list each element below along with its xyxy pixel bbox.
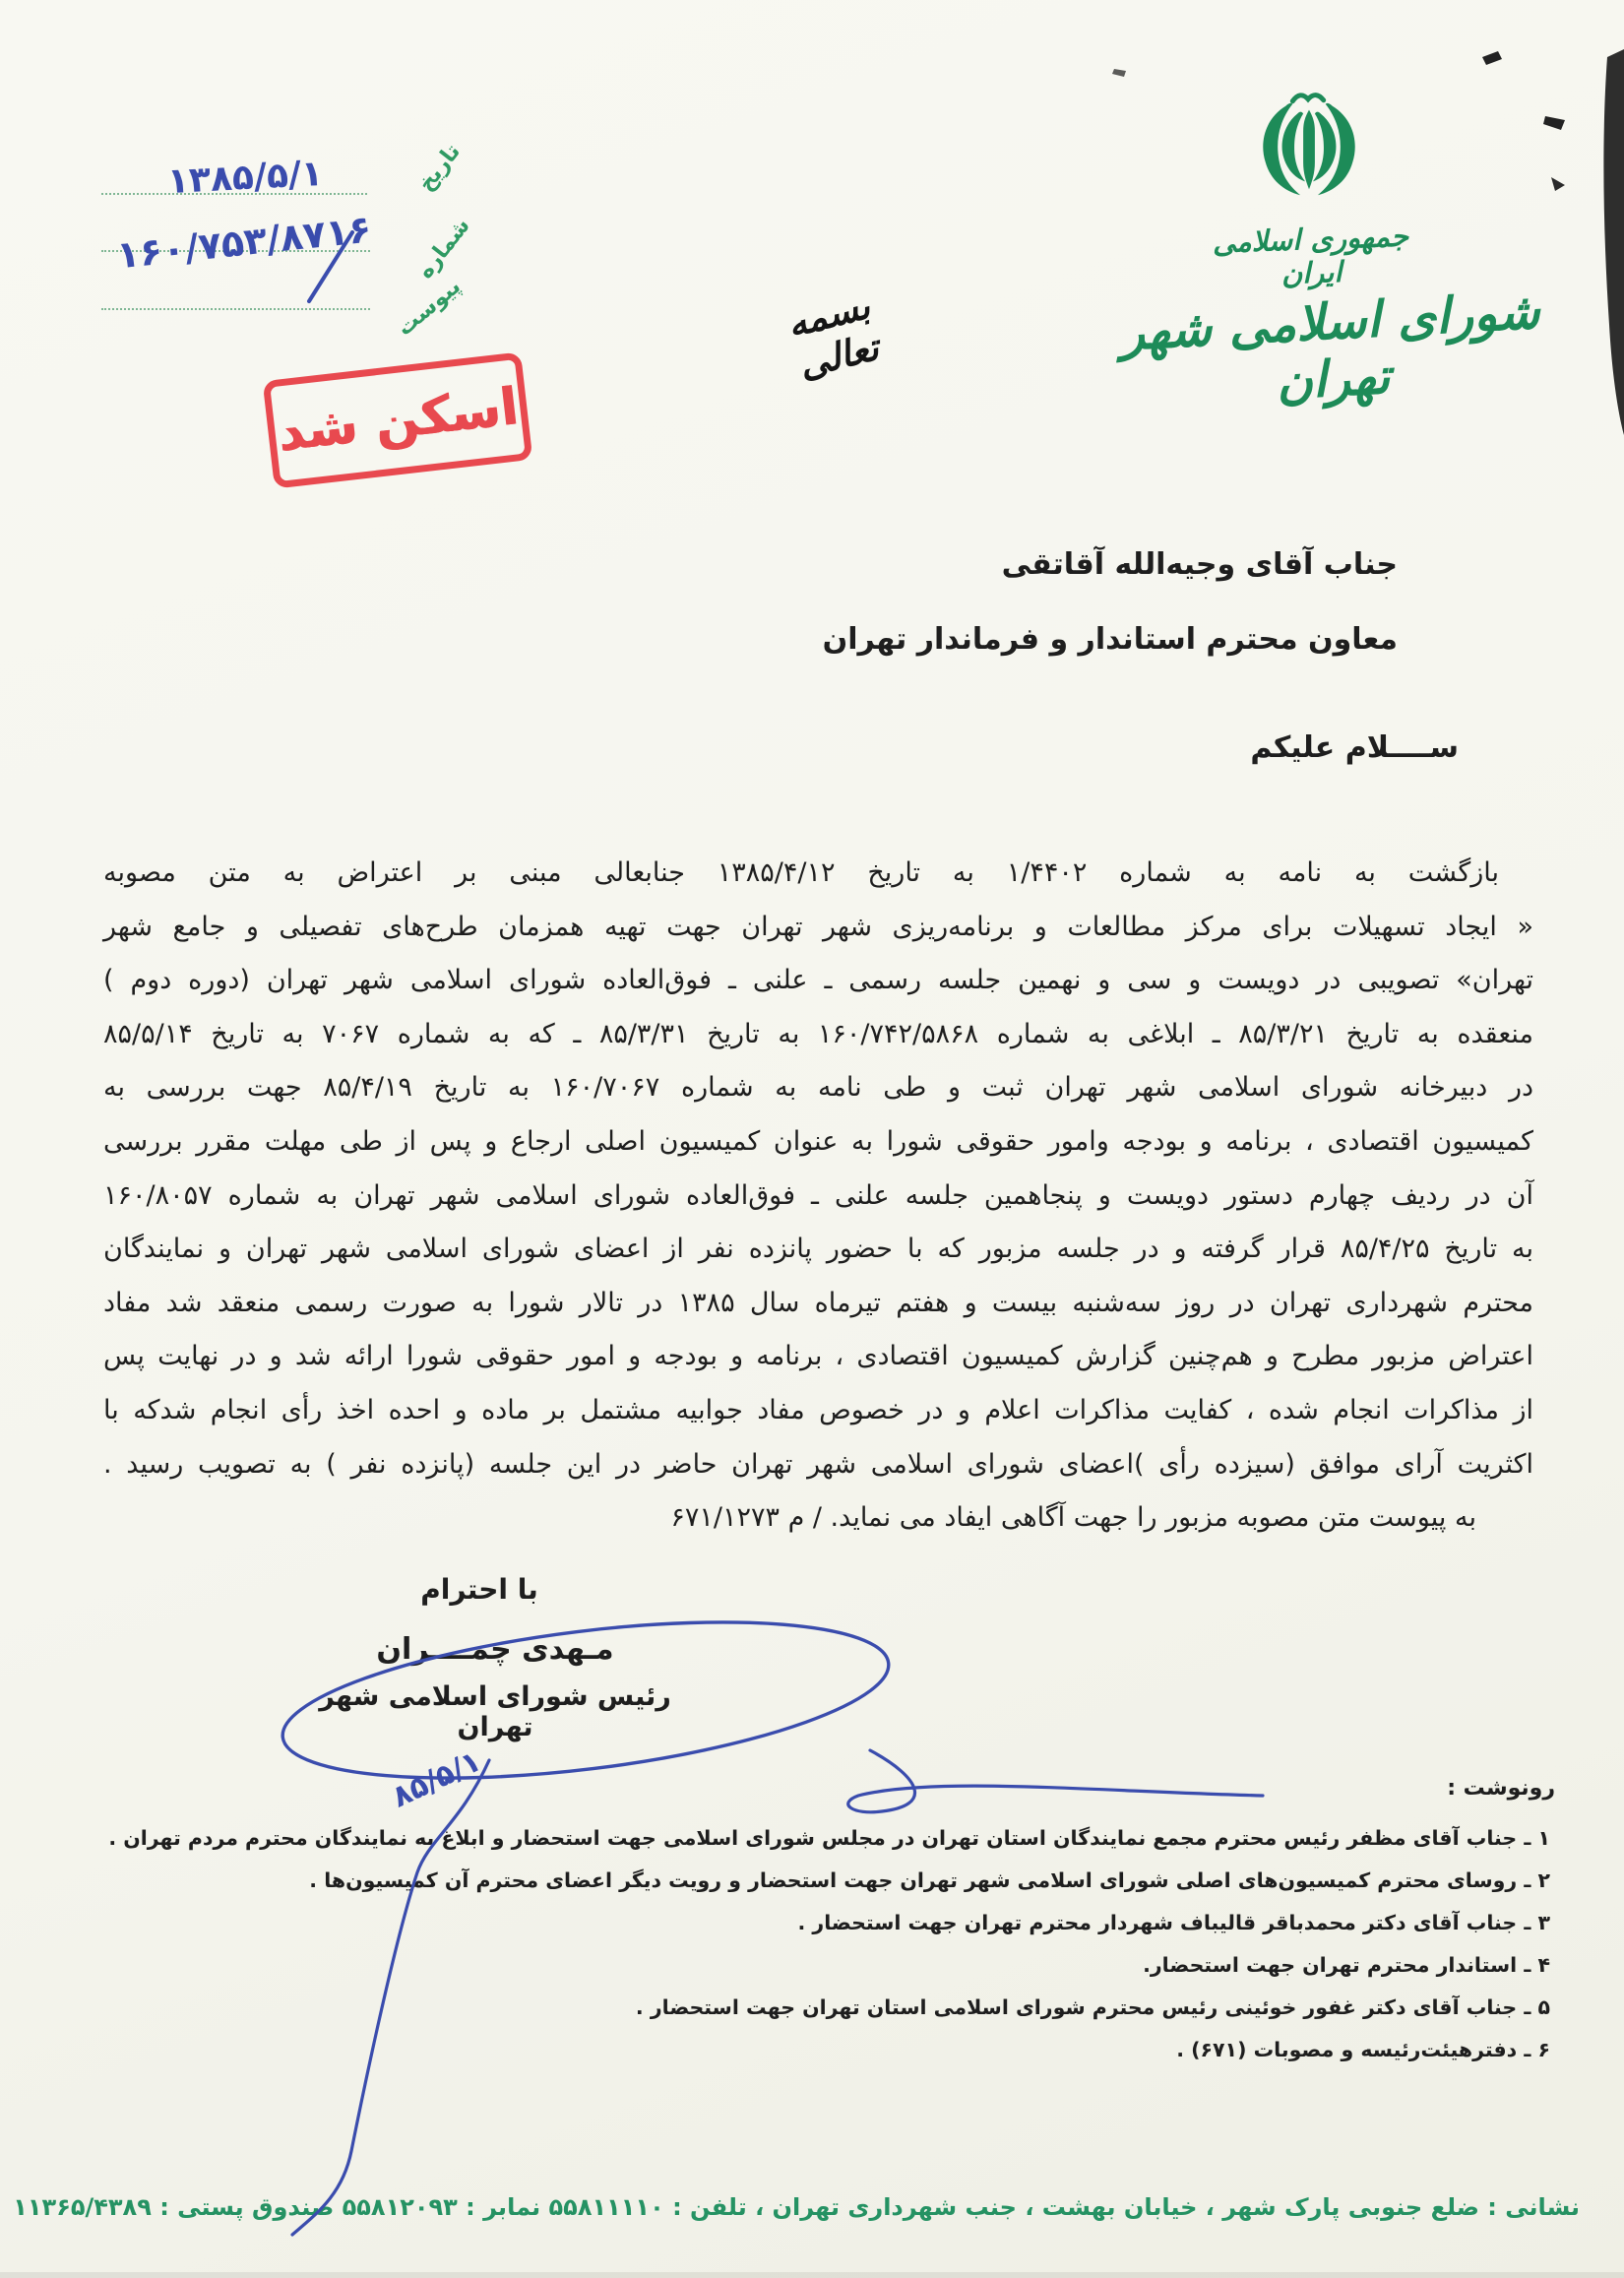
pen-tail-stroke (848, 1750, 1263, 1812)
body-line: از مذاکرات انجام شده ، کفایت مذاکرات اعلام و در خصوص مفاد جوابیه مشتمل بر ماده و احده اخذ رأی انجام شدکه با (103, 1394, 1533, 1425)
cc-item: ۴ ـ استاندار محترم تهران جهت استحضار. (1143, 1953, 1550, 1977)
recipient-title: معاون محترم استاندار و فرماندار تهران (822, 622, 1398, 657)
letter-body (103, 847, 1533, 1546)
signature-name: مـهدی چمــــران (376, 1632, 614, 1667)
letterhead-council: شورای اسلامی شهر تهران (1119, 282, 1541, 411)
recipient-name: جناب آقای وجیه‌الله آقاتقی (1001, 547, 1398, 582)
body-line: آن در ردیف چهارم دستور دویست و پنجاهمین جلسه علنی ـ فوق‌العاده شورای اسلامی شهر تهران به شماره ۱۶۰/۸۰۵۷ (103, 1179, 1533, 1211)
scan-speck (1551, 177, 1565, 191)
bismillah-calligraphy: بسمه تعالی (782, 285, 883, 387)
iran-emblem-icon (1248, 87, 1370, 207)
body-line: کمیسیون اقتصادی ، برنامه و بودجه وامور حقوقی شورا به عنوان کمیسیون اصلی ارجاع و پس از طی مهلت مقرر بررسی (103, 1125, 1533, 1157)
scan-bottom-shadow (0, 2272, 1624, 2278)
cc-item: ۲ ـ روسای محترم کمیسیون‌های اصلی شورای اسلامی شهر تهران جهت استحضار و رویت دیگر اعضای محترم آن کمیسیون‌ها . (309, 1868, 1550, 1892)
attachment-dotted-line (101, 308, 370, 310)
scan-edge-artifact (1603, 49, 1624, 435)
body-line: تهران» تصویبی در دویست و سی و نهمین جلسه رسمی ـ علنی ـ فوق‌العاده شورای اسلامی شهر تهران (دوره دوم ) (103, 965, 1533, 996)
letterhead-republic: جمهوری اسلامی ایران (1212, 219, 1409, 291)
attachment-field-label: پیوست (392, 274, 467, 342)
cc-item: ۳ ـ جناب آقای دکتر محمدباقر قالیباف شهردار محترم تهران جهت استحضار . (797, 1911, 1550, 1934)
body-line: اعتراض مزبور مطرح و هم‌چنین گزارش کمیسیون اقتصادی ، برنامه و بودجه و امور حقوقی شورا ارائه شد و در نهایت پس (103, 1341, 1533, 1372)
cc-item: ۶ ـ دفترهیئت‌رئیسه و مصوبات (۶۷۱) . (1176, 2038, 1550, 2061)
body-line: بازگشت به نامه به شماره ۱/۴۴۰۲ به تاریخ ۱۳۸۵/۴/۱۲ جنابعالی مبنی بر اعتراض به متن مصوبه (103, 857, 1499, 888)
footer-address: نشانی : ضلع جنوبی پارک شهر ، خیابان بهشت ، جنب شهرداری تهران ، تلفن : ۵۵۸۱۱۱۱۰ نمابر : ۵۵۸۱۲۰۹۳ صندوق پستی : ۱۱۳۶۵/۴۳۸۹ (13, 2193, 1580, 2221)
scan-speck (1112, 69, 1126, 77)
body-line: منعقده به تاریخ ۸۵/۳/۲۱ ـ ابلاغی به شماره ۱۶۰/۷۴۲/۵۸۶۸ به تاریخ ۸۵/۳/۳۱ ـ که به شماره ۷۰۶۷ به تاریخ ۸۵/۵/۱۴ (103, 1018, 1533, 1049)
number-field-label: شماره (412, 214, 475, 284)
scan-speck (1482, 51, 1502, 65)
body-line: در دبیرخانه شورای اسلامی شهر تهران ثبت و طی نامه به شماره ۱۶۰/۷۰۶۷ به تاریخ ۸۵/۴/۱۹ جهت بررسی به (103, 1072, 1533, 1104)
scan-speck (1543, 116, 1565, 130)
body-line: به تاریخ ۸۵/۴/۲۵ قرار گرفته و در جلسه مزبور که با حضور پانزده نفر از اعضای شورای اسلامی شهر تهران و نمایندگان (103, 1234, 1533, 1265)
scanned-stamp (263, 351, 533, 488)
cc-item: ۱ ـ جناب آقای مظفر رئیس محترم مجمع نمایندگان استان تهران در مجلس شورای اسلامی جهت استحضار و ابلاغ به نمایندگان محترم مردم تهران . (108, 1826, 1550, 1850)
handwritten-date-value: ۱۳۸۵/۵/۱ (166, 153, 325, 203)
body-line: اکثریت آرای موافق (سیزده رأی )اعضای شورای اسلامی شهر تهران حاضر در این جلسه (پانزده نفر ) به تصویب رسید . (103, 1448, 1533, 1480)
cc-item: ۵ ـ جناب آقای دکتر غفور خوئینی رئیس محترم شورای اسلامی استان تهران جهت استحضار . (635, 1995, 1550, 2019)
cc-label: رونوشت : (1447, 1776, 1555, 1801)
cc-list (59, 1817, 1550, 2071)
date-field-label: تاریخ (413, 139, 466, 197)
scanned-stamp-text: اسکن شد (274, 377, 522, 464)
signature-respect: با احترام (420, 1573, 538, 1606)
body-line: « ایجاد تسهیلات برای مرکز مطالعات و برنامه‌ریزی شهر تهران جهت تهیه همزمان طرح‌های تفصیلی و جامع شهر (103, 911, 1533, 942)
body-line: محترم شهرداری تهران در روز سه‌شنبه بیست و هفتم تیرماه سال ۱۳۸۵ در تالار شورا به صورت رسمی منعقد شد مفاد (103, 1287, 1533, 1318)
body-line: به پیوست متن مصوبه مزبور را جهت آگاهی ایفاد می نماید. / م ۶۷۱/۱۲۷۳ (670, 1502, 1476, 1534)
handwritten-number-value: ۱۶۰/۷۵۳/۸۷۱۶ (114, 207, 374, 278)
salutation: ســــلام علیکم (1250, 730, 1459, 765)
handwritten-signature-date: ۸۵/۵/۱ (387, 1743, 487, 1815)
signature-title: رئیس شورای اسلامی شهر تهران (319, 1681, 671, 1742)
